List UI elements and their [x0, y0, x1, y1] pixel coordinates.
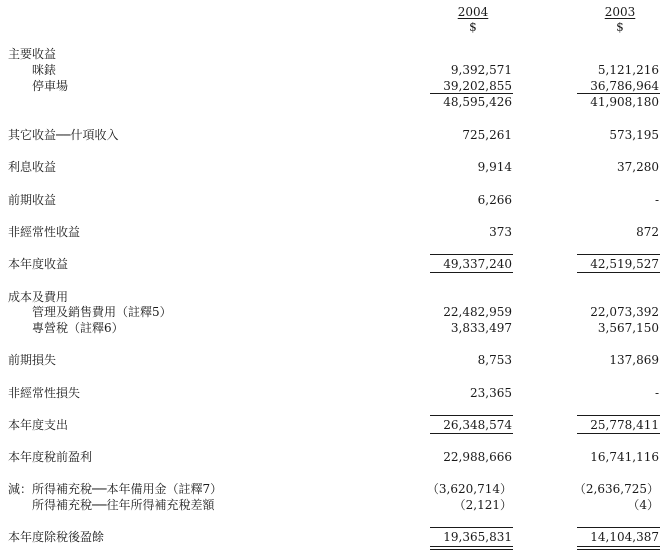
- profit-after-tax-double-rule-bottom-2004: [430, 549, 513, 550]
- meter-label: 咪錶: [32, 63, 57, 77]
- profit-before-tax-label: 本年度稅前盈利: [8, 450, 93, 464]
- total-income-rule-2004: [430, 254, 513, 255]
- parking-label: 停車場: [32, 79, 69, 93]
- prior-loss-2004: 8,753: [477, 353, 512, 367]
- profit-after-tax-double-rule-top-2004: [430, 546, 513, 547]
- extraordinary-loss-2004: 23,365: [470, 386, 512, 400]
- total-income-2004: 49,337,240: [443, 257, 512, 271]
- franchise-tax-label: 專營稅（註釋6）: [32, 321, 124, 335]
- other-income-2003: 573,195: [609, 128, 659, 142]
- total-expense-underline-2004: [430, 433, 513, 434]
- extraordinary-income-2004: 373: [489, 225, 512, 239]
- tax-adjustment-2004: （2,121）: [453, 498, 512, 512]
- profit-after-tax-label: 本年度除稅後盈餘: [8, 530, 105, 544]
- tax-provision-label: 減：所得補充稅──本年備用金（註釋7）: [8, 482, 223, 496]
- header-year-2004: 2004: [457, 5, 489, 19]
- subtotal-rule-2004: [430, 93, 513, 94]
- main-revenue-subtotal-2003: 41,908,180: [590, 95, 659, 109]
- parking-2003: 36,786,964: [590, 79, 659, 93]
- extraordinary-loss-2003: -: [654, 386, 659, 400]
- total-income-underline-2003: [577, 272, 660, 273]
- prior-loss-2003: 137,869: [609, 353, 659, 367]
- interest-income-2003: 37,280: [617, 160, 659, 174]
- total-expense-label: 本年度支出: [8, 418, 69, 432]
- tax-adjustment-2003: （4）: [627, 498, 659, 512]
- extraordinary-income-label: 非經常性收益: [8, 225, 81, 239]
- total-expense-rule-2003: [577, 415, 660, 416]
- prior-loss-label: 前期損失: [8, 353, 57, 367]
- extraordinary-loss-label: 非經常性損失: [8, 386, 81, 400]
- total-expense-underline-2003: [577, 433, 660, 434]
- extraordinary-income-2003: 872: [636, 225, 659, 239]
- prior-income-2003: -: [654, 193, 659, 207]
- meter-2003: 5,121,216: [597, 63, 659, 77]
- profit-after-tax-2004: 19,365,831: [443, 530, 512, 544]
- header-currency-2003: $: [616, 20, 624, 34]
- meter-2004: 9,392,571: [450, 63, 512, 77]
- profit-after-tax-rule-2003: [577, 527, 660, 528]
- total-income-2003: 42,519,527: [590, 257, 659, 271]
- profit-after-tax-2003: 14,104,387: [590, 530, 659, 544]
- header-currency-2004: $: [469, 20, 477, 34]
- other-income-label: 其它收益──什項收入: [8, 128, 119, 142]
- profit-before-tax-2003: 16,741,116: [590, 450, 659, 464]
- profit-before-tax-2004: 22,988,666: [443, 450, 512, 464]
- tax-provision-2003: （2,636,725）: [573, 482, 659, 496]
- total-expense-rule-2004: [430, 415, 513, 416]
- subtotal-rule-2003: [577, 93, 660, 94]
- parking-2004: 39,202,855: [443, 79, 512, 93]
- total-expense-2004: 26,348,574: [443, 418, 512, 432]
- profit-after-tax-double-rule-top-2003: [577, 546, 660, 547]
- tax-provision-2004: （3,620,714）: [426, 482, 512, 496]
- total-income-label: 本年度收益: [8, 257, 69, 271]
- prior-income-2004: 6,266: [477, 193, 512, 207]
- admin-expense-2004: 22,482,959: [443, 305, 512, 319]
- franchise-tax-2003: 3,567,150: [597, 321, 659, 335]
- admin-expense-2003: 22,073,392: [590, 305, 659, 319]
- main-revenue-subtotal-2004: 48,595,426: [443, 95, 512, 109]
- admin-expense-label: 管理及銷售費用（註釋5）: [32, 305, 172, 319]
- total-income-underline-2004: [430, 272, 513, 273]
- other-income-2004: 725,261: [462, 128, 512, 142]
- total-expense-2003: 25,778,411: [590, 418, 659, 432]
- franchise-tax-2004: 3,833,497: [450, 321, 512, 335]
- interest-income-2004: 9,914: [477, 160, 512, 174]
- profit-after-tax-rule-2004: [430, 527, 513, 528]
- header-year-2003: 2003: [604, 5, 636, 19]
- total-income-rule-2003: [577, 254, 660, 255]
- interest-income-label: 利息收益: [8, 160, 57, 174]
- main-revenue-label: 主要收益: [8, 47, 57, 61]
- tax-adjustment-label: 所得補充稅──往年所得補充稅差額: [32, 498, 215, 512]
- costs-label: 成本及費用: [8, 290, 69, 304]
- profit-after-tax-double-rule-bottom-2003: [577, 549, 660, 550]
- prior-income-label: 前期收益: [8, 193, 57, 207]
